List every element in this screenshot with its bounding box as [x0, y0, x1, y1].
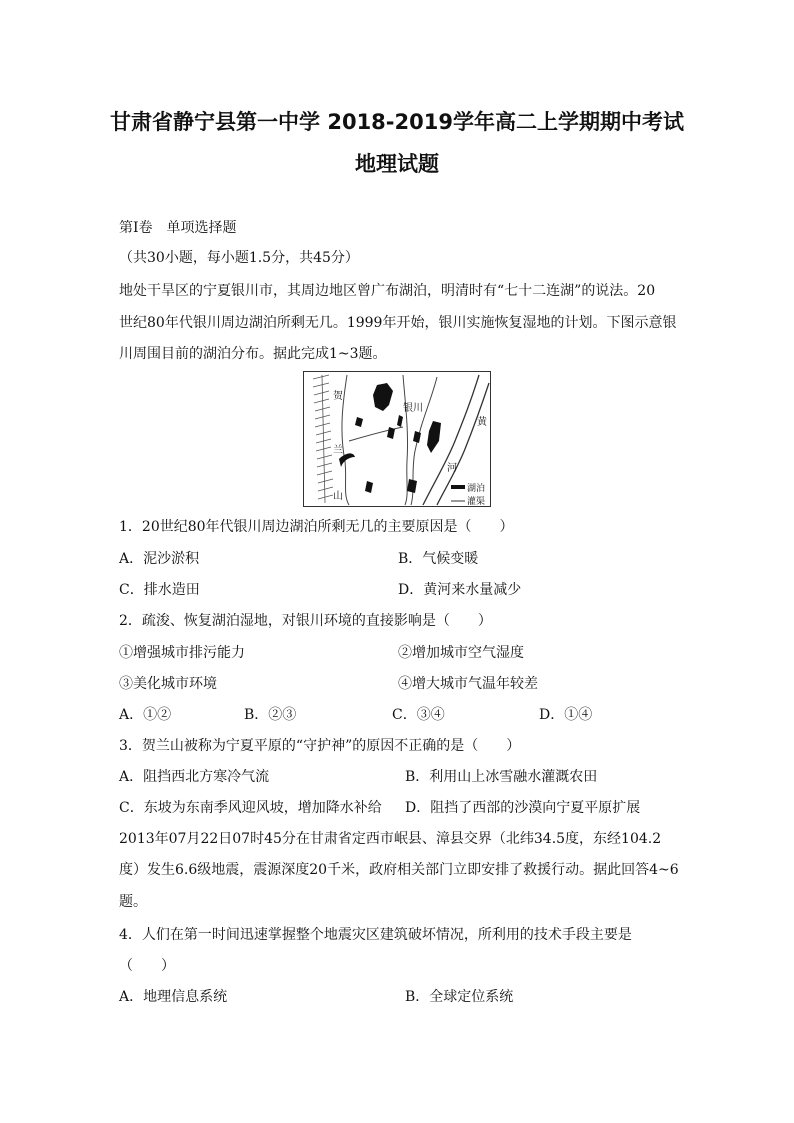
label-mountain-2: 兰 — [333, 445, 343, 456]
label-mountain-1: 贺 — [333, 391, 343, 402]
q1-stem: 1．20世纪80年代银川周边湖泊所剩无几的主要原因是（ ） — [119, 519, 514, 535]
q2-option-c: C．③④ — [392, 707, 445, 723]
q1-option-c: C．排水造田 — [119, 582, 200, 598]
q4-option-a: A．地理信息系统 — [119, 989, 228, 1005]
q2-item-2: ②增加城市空气湿度 — [398, 645, 524, 661]
section-note: （共30小题，每小题1.5分，共45分） — [119, 250, 359, 266]
q2-option-d: D．①④ — [539, 707, 593, 723]
intro2-line1: 2013年07月22日07时45分在甘肃省定西市岷县、漳县交界（北纬34.5度，东经104.2 — [119, 831, 662, 847]
intro1-line1: 地处干旱区的宁夏银川市，其周边地区曾广布湖泊，明清时有“七十二连湖”的说法。20 — [119, 283, 656, 299]
q1-option-a: A．泥沙淤积 — [119, 551, 200, 567]
legend-canal: 灌渠 — [467, 497, 486, 507]
q4-stem: 4．人们在第一时间迅速掌握整个地震灾区建筑破坏情况，所利用的技术手段主要是 — [119, 927, 632, 943]
label-river-2: 河 — [447, 463, 457, 474]
q3-option-b: B．利用山上冰雪融水灌溉农田 — [405, 769, 598, 785]
yinchuan-lake-map — [303, 371, 491, 507]
exam-subtitle: 地理试题 — [355, 152, 439, 176]
label-mountain-3: 山 — [333, 491, 343, 502]
q3-option-d: D．阻挡了西部的沙漠向宁夏平原扩展 — [405, 800, 641, 816]
q2-item-1: ①增强城市排污能力 — [119, 645, 245, 661]
q2-item-4: ④增大城市气温年较差 — [398, 676, 538, 692]
q3-stem: 3．贺兰山被称为宁夏平原的“守护神”的原因不正确的是（ ） — [119, 738, 521, 754]
q2-stem: 2．疏浚、恢复湖泊湿地，对银川环境的直接影响是（ ） — [119, 613, 492, 629]
intro1-line3: 川周围目前的湖泊分布。据此完成1~3题。 — [119, 346, 387, 362]
intro2-line2: 度）发生6.6级地震，震源深度20千米，政府相关部门立即安排了救援行动。据此回答4~6 — [119, 862, 679, 878]
q4-stem-blank: （ ） — [119, 958, 175, 974]
q1-option-b: B．气候变暖 — [398, 551, 479, 567]
q2-option-a: A．①② — [119, 707, 172, 723]
section-heading: 第Ⅰ卷 单项选择题 — [119, 220, 237, 236]
q2-option-b: B．②③ — [244, 707, 297, 723]
exam-title: 甘肃省静宁县第一中学 2018-2019学年高二上学期期中考试 — [110, 110, 684, 134]
intro2-line3: 题。 — [119, 894, 147, 910]
label-river-1: 黄 — [477, 417, 487, 428]
legend-lake: 湖泊 — [467, 484, 486, 494]
q3-option-c: C．东坡为东南季风迎风坡，增加降水补给 — [119, 800, 382, 816]
q1-option-d: D．黄河来水量减少 — [398, 582, 522, 598]
q3-option-a: A．阻挡西北方寒冷气流 — [119, 769, 270, 785]
intro1-line2: 世纪80年代银川周边湖泊所剩无几。1999年开始，银川实施恢复湿地的计划。下图示意银 — [119, 315, 677, 331]
q4-option-b: B．全球定位系统 — [405, 989, 514, 1005]
label-city: 银川 — [403, 403, 423, 414]
q2-item-3: ③美化城市环境 — [119, 676, 217, 692]
